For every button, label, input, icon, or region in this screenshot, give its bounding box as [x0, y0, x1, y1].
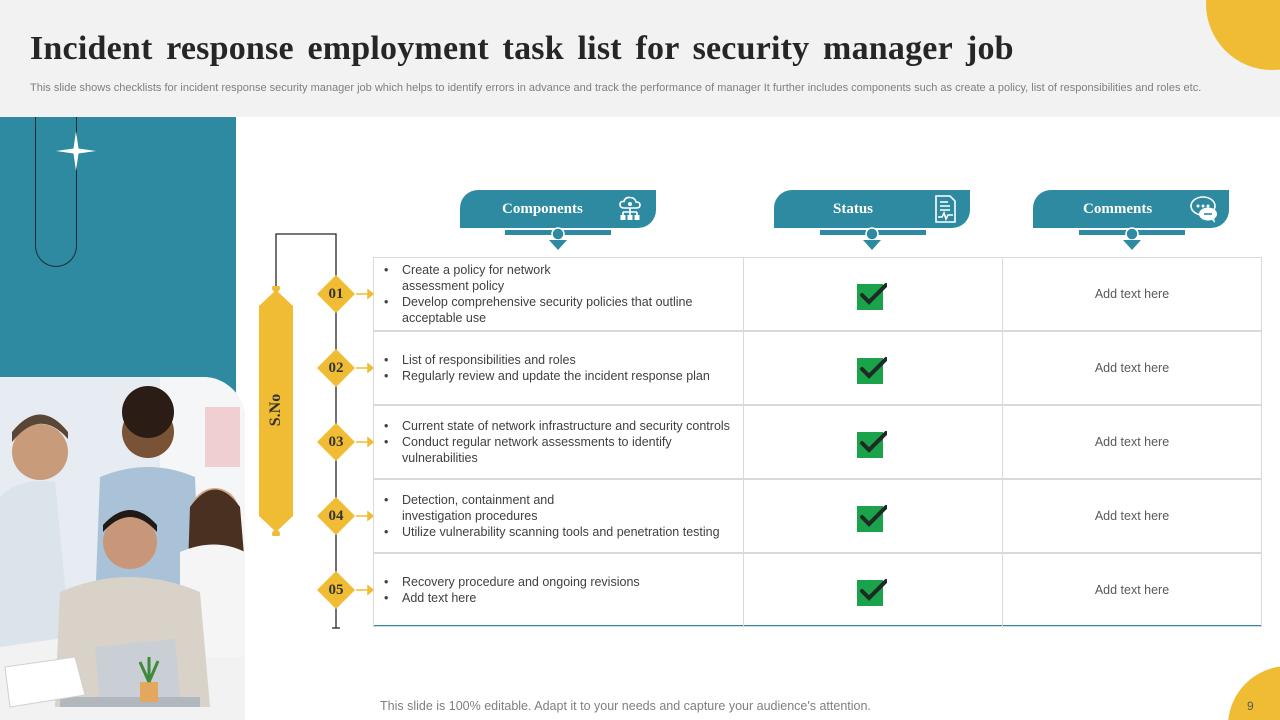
comments-cell	[1002, 257, 1262, 331]
list-item: • Conduct regular network assessments to identify vulnerabilities	[384, 434, 735, 466]
components-cell	[373, 405, 743, 479]
list-item: • Detection, containment and investigation procedures	[384, 492, 735, 524]
status-cell	[743, 479, 1002, 553]
status-cell	[743, 257, 1002, 331]
components-cell	[373, 553, 743, 627]
pin-marker-icon	[860, 226, 884, 252]
list-item: • List of responsibilities and roles	[384, 352, 735, 368]
row-number: 03	[328, 434, 344, 450]
row-number-badge	[317, 497, 355, 535]
comments-cell	[1002, 331, 1262, 405]
table-row	[373, 405, 1262, 479]
pin-marker-icon	[1120, 226, 1144, 252]
list-item: • Current state of network infrastructure and security controls	[384, 418, 735, 434]
table-row	[373, 553, 1262, 627]
report-document-icon	[930, 194, 960, 224]
row-number-badge	[317, 571, 355, 609]
column-header-status	[774, 190, 970, 228]
sparkle-icon	[56, 131, 96, 171]
task-table	[373, 257, 1262, 627]
row-number: 01	[328, 286, 344, 302]
status-cell	[743, 553, 1002, 627]
column-header-components	[460, 190, 656, 228]
column-label-comments: Comments	[1083, 201, 1153, 217]
checkmark-icon	[857, 282, 887, 310]
table-row	[373, 479, 1262, 553]
comments-cell	[1002, 479, 1262, 553]
comment-text: Add text here	[1094, 583, 1170, 597]
page-number: 9	[1247, 699, 1254, 713]
list-item: • Add text here	[384, 590, 735, 606]
decor-circle-bottom	[1228, 666, 1280, 720]
status-cell	[743, 331, 1002, 405]
list-item: • Regularly review and update the incident response plan	[384, 368, 735, 384]
row-number-badge	[317, 275, 355, 313]
comments-cell	[1002, 405, 1262, 479]
column-header-comments	[1033, 190, 1229, 228]
row-number: 04	[328, 508, 344, 524]
list-item: • Create a policy for network assessment policy	[384, 262, 735, 294]
row-number-badge	[317, 423, 355, 461]
comment-text: Add text here	[1094, 435, 1170, 449]
component-list	[384, 574, 735, 606]
row-number-badge	[317, 349, 355, 387]
checkmark-icon	[857, 356, 887, 384]
comment-text: Add text here	[1094, 361, 1170, 375]
comments-cell	[1002, 553, 1262, 627]
component-list	[384, 418, 735, 466]
component-list	[384, 262, 735, 326]
row-number: 05	[328, 582, 344, 598]
components-cell	[373, 257, 743, 331]
cloud-network-icon	[616, 194, 646, 224]
slide-footer: This slide is 100% editable. Adapt it to your needs and capture your audience's attention.	[380, 699, 871, 713]
comment-text: Add text here	[1094, 509, 1170, 523]
component-list	[384, 492, 735, 540]
components-cell	[373, 479, 743, 553]
checkmark-icon	[857, 430, 887, 458]
status-cell	[743, 405, 1002, 479]
table-row	[373, 257, 1262, 331]
comment-text: Add text here	[1094, 287, 1170, 301]
component-list	[384, 352, 735, 384]
list-item: • Develop comprehensive security policies that outline acceptable use	[384, 294, 735, 326]
column-label-status: Status	[833, 201, 874, 217]
pin-marker-icon	[546, 226, 570, 252]
team-photo-illustration	[0, 377, 245, 720]
checkmark-icon	[857, 578, 887, 606]
components-cell	[373, 331, 743, 405]
sno-label: S.No	[267, 393, 284, 427]
team-photo	[0, 377, 245, 720]
checkmark-icon	[857, 504, 887, 532]
list-item: • Recovery procedure and ongoing revisions	[384, 574, 735, 590]
slide-subtitle: This slide shows checklists for incident response security manager job which helps to identify errors in advance and track the performance of manager It further includes components such as create a policy, list of responsibilities and roles etc.	[30, 82, 1202, 94]
list-item: • Utilize vulnerability scanning tools and penetration testing	[384, 524, 735, 540]
table-row	[373, 331, 1262, 405]
slide-title: Incident response employment task list for security manager job	[30, 30, 1014, 67]
column-label-components: Components	[502, 201, 583, 217]
row-number: 02	[328, 360, 344, 376]
chat-bubbles-icon	[1189, 194, 1219, 224]
